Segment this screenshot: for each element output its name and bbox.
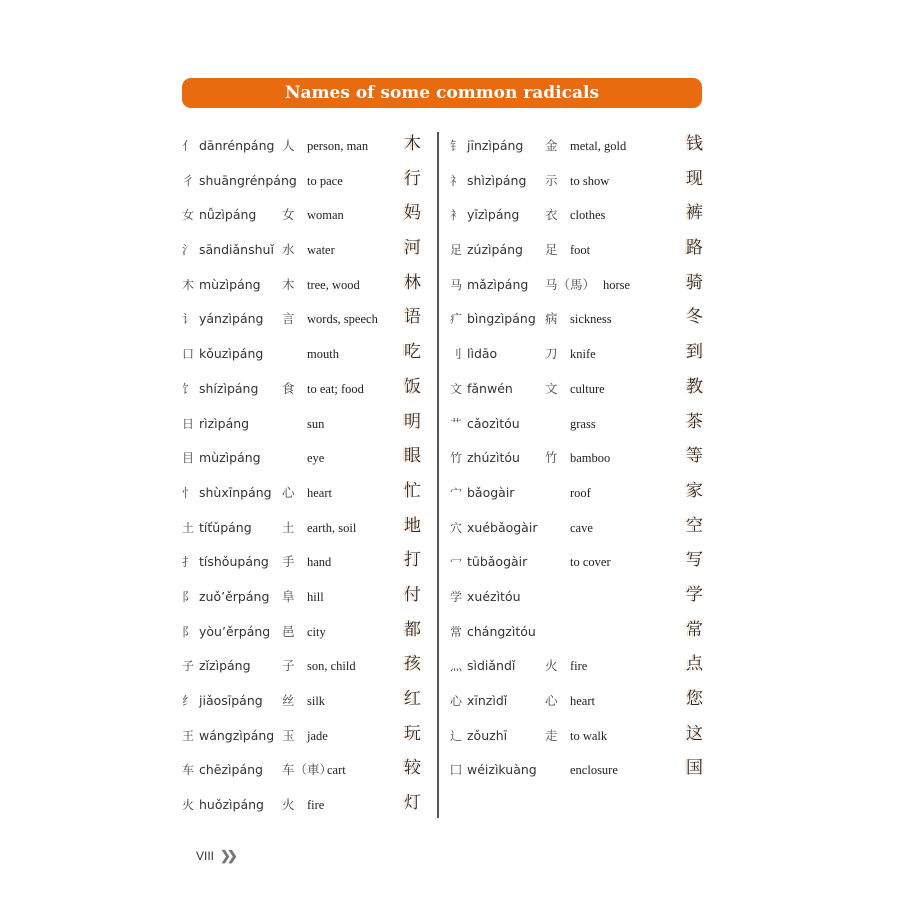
- meaning-character: 人: [282, 138, 295, 153]
- example-character: 骑: [686, 272, 703, 293]
- list-item: [182, 441, 432, 476]
- list-item: [450, 129, 710, 164]
- example-character: 冬: [686, 307, 703, 328]
- example-character: 现: [686, 168, 703, 189]
- meaning-character: 心: [282, 484, 295, 500]
- english-gloss: roof: [570, 485, 591, 500]
- english-gloss: metal, gold: [570, 139, 627, 153]
- english-gloss: to cover: [570, 555, 611, 570]
- example-character: 玩: [404, 723, 421, 744]
- list-item: [450, 684, 710, 719]
- example-character: 点: [686, 654, 703, 675]
- radical-pinyin: rìzìpáng: [199, 415, 250, 431]
- radical-pinyin: zǒuzhī: [467, 727, 508, 743]
- radical-glyph: 扌: [182, 555, 195, 570]
- example-character: 到: [686, 342, 703, 363]
- radical-glyph: 学: [450, 589, 463, 604]
- example-character: 地: [404, 515, 421, 536]
- english-gloss: mouth: [307, 347, 339, 362]
- list-item: [182, 615, 432, 650]
- example-character: 常: [686, 619, 703, 640]
- example-character: 红: [404, 689, 421, 709]
- english-gloss: water: [307, 243, 335, 258]
- radical-glyph: 目: [182, 451, 195, 466]
- radical-glyph: 氵: [182, 243, 195, 258]
- english-gloss: cave: [570, 520, 593, 535]
- radical-pinyin: zúzìpáng: [467, 242, 523, 258]
- english-gloss: to show: [570, 173, 610, 188]
- english-gloss: sun: [307, 416, 325, 431]
- list-item: [450, 476, 710, 511]
- english-gloss: cart: [327, 763, 346, 778]
- meaning-character: 阜: [282, 588, 295, 604]
- english-gloss: fire: [570, 659, 588, 674]
- example-character: 孩: [404, 654, 421, 675]
- meaning-character: 马（馬）: [545, 276, 596, 292]
- list-item: [182, 580, 432, 615]
- radical-glyph: 口: [182, 347, 195, 362]
- radical-pinyin: shízìpáng: [199, 380, 259, 396]
- english-gloss: woman: [307, 208, 344, 223]
- english-gloss: heart: [307, 485, 332, 500]
- example-character: 眼: [404, 446, 421, 467]
- radical-glyph: 刂: [450, 347, 463, 362]
- radical-glyph: 钅: [450, 139, 463, 153]
- radical-glyph: 宀: [450, 485, 463, 500]
- radical-glyph: 疒: [450, 312, 463, 327]
- page-number: VIII: [196, 849, 215, 863]
- radical-pinyin: zuǒ’ěrpáng: [199, 588, 270, 604]
- example-character: 林: [404, 272, 421, 293]
- radical-pinyin: shìzìpáng: [467, 172, 527, 188]
- meaning-character: 车（車）: [282, 762, 333, 778]
- english-gloss: city: [307, 624, 326, 639]
- radical-glyph: 王: [182, 728, 195, 743]
- meaning-character: 金: [545, 138, 558, 153]
- english-gloss: hill: [307, 589, 324, 604]
- radical-glyph: 礻: [450, 173, 463, 188]
- radical-glyph: 女: [182, 208, 195, 223]
- list-item: [450, 580, 710, 615]
- radical-glyph: 竹: [450, 451, 463, 466]
- radical-pinyin: huǒzìpáng: [199, 797, 264, 813]
- radical-pinyin: lìdāo: [467, 346, 498, 362]
- radical-pinyin: jiǎosīpáng: [199, 693, 263, 708]
- english-gloss: culture: [570, 381, 605, 396]
- list-item: [182, 233, 432, 268]
- meaning-character: 玉: [282, 727, 295, 743]
- radical-glyph: 灬: [450, 659, 463, 674]
- list-item: [182, 198, 432, 233]
- meaning-character: 丝: [282, 693, 295, 708]
- radical-pinyin: mùzìpáng: [199, 450, 261, 466]
- example-character: 都: [404, 619, 421, 640]
- english-gloss: grass: [570, 416, 596, 431]
- radical-glyph: 日: [182, 416, 195, 431]
- list-item: [450, 268, 710, 303]
- radical-glyph: 土: [182, 520, 195, 535]
- radical-glyph: 冖: [450, 555, 463, 570]
- page-title: Names of some common radicals: [284, 83, 600, 103]
- meaning-character: 女: [282, 207, 295, 223]
- meaning-character: 邑: [282, 623, 295, 639]
- radical-pinyin: chēzìpáng: [199, 762, 263, 778]
- english-gloss: to pace: [307, 173, 343, 188]
- list-item: [182, 545, 432, 580]
- radical-glyph: 辶: [450, 728, 463, 743]
- meaning-character: 心: [545, 693, 558, 708]
- radical-pinyin: wángzìpáng: [199, 727, 275, 743]
- english-gloss: enclosure: [570, 763, 618, 778]
- radical-glyph: 讠: [182, 312, 195, 327]
- page-footer: [196, 848, 234, 864]
- example-character: 行: [404, 168, 421, 189]
- english-gloss: jade: [307, 728, 328, 743]
- meaning-character: 竹: [545, 450, 558, 466]
- radical-glyph: 纟: [182, 694, 195, 708]
- example-character: 教: [686, 376, 703, 397]
- list-item: [450, 372, 710, 407]
- radical-glyph: 阝: [182, 624, 195, 639]
- english-gloss: clothes: [570, 208, 606, 223]
- example-character: 家: [686, 480, 703, 501]
- english-gloss: to eat; food: [307, 381, 364, 396]
- radical-pinyin: xuébǎogàir: [467, 519, 538, 535]
- radical-glyph: 饣: [182, 381, 195, 396]
- list-item: [182, 337, 432, 372]
- radical-glyph: 彳: [182, 173, 195, 188]
- list-item: [450, 511, 710, 546]
- radical-glyph: 车: [182, 763, 195, 778]
- list-item: [182, 372, 432, 407]
- radical-pinyin: tíshǒupáng: [199, 554, 269, 570]
- radical-pinyin: wéizìkuàng: [467, 762, 537, 778]
- radical-pinyin: mùzìpáng: [199, 276, 261, 292]
- list-item: [182, 684, 432, 719]
- english-gloss: foot: [570, 243, 591, 258]
- meaning-character: 食: [282, 380, 295, 396]
- list-item: [450, 753, 710, 788]
- list-item: [450, 337, 710, 372]
- radical-pinyin: sāndiǎnshuǐ: [199, 242, 274, 258]
- radical-glyph: 木: [182, 277, 195, 292]
- radical-glyph: 穴: [450, 520, 463, 535]
- meaning-character: 示: [545, 172, 558, 188]
- english-gloss: tree, wood: [307, 277, 360, 292]
- radical-pinyin: shuāngrénpáng: [199, 172, 297, 188]
- list-item: [182, 753, 432, 788]
- radical-pinyin: yīzìpáng: [467, 207, 520, 223]
- list-item: [182, 649, 432, 684]
- english-gloss: silk: [307, 694, 326, 708]
- english-gloss: words, speech: [307, 312, 378, 327]
- example-character: 等: [686, 446, 703, 467]
- list-item: [450, 649, 710, 684]
- list-item: [182, 511, 432, 546]
- meaning-character: 病: [545, 311, 558, 327]
- example-character: 您: [686, 689, 703, 709]
- meaning-character: 手: [282, 554, 295, 570]
- list-item: [450, 407, 710, 442]
- list-item: [182, 719, 432, 754]
- example-character: 灯: [404, 793, 421, 814]
- radical-pinyin: cǎozìtóu: [467, 415, 520, 431]
- example-character: 明: [404, 411, 421, 432]
- list-item: [450, 441, 710, 476]
- english-gloss: person, man: [307, 139, 369, 153]
- meaning-character: 刀: [545, 346, 558, 362]
- english-gloss: earth, soil: [307, 520, 357, 535]
- radical-pinyin: xuézìtóu: [467, 588, 521, 604]
- list-item: [182, 268, 432, 303]
- english-gloss: bamboo: [570, 451, 611, 466]
- radical-pinyin: chángzìtóu: [467, 623, 536, 639]
- radical-pinyin: yòu’ěrpáng: [199, 623, 271, 639]
- example-character: 饭: [404, 376, 421, 397]
- radical-pinyin: fǎnwén: [467, 380, 513, 396]
- english-gloss: eye: [307, 451, 325, 466]
- radical-glyph: 囗: [450, 763, 463, 778]
- radical-pinyin: dānrénpáng: [199, 138, 275, 153]
- radical-pinyin: jīnzìpáng: [467, 138, 524, 153]
- list-item: [182, 476, 432, 511]
- radical-glyph: 亻: [182, 139, 195, 153]
- english-gloss: fire: [307, 798, 325, 813]
- radical-pinyin: nǚzìpáng: [199, 207, 257, 223]
- english-gloss: son, child: [307, 659, 356, 674]
- example-character: 语: [404, 307, 421, 328]
- example-character: 河: [404, 238, 421, 259]
- radical-glyph: 子: [182, 659, 195, 674]
- example-character: 吃: [404, 342, 421, 363]
- radical-glyph: 心: [450, 694, 463, 708]
- radical-glyph: 火: [182, 798, 195, 813]
- example-character: 国: [686, 758, 703, 779]
- list-item: [450, 233, 710, 268]
- meaning-character: 土: [282, 519, 295, 535]
- meaning-character: 足: [545, 242, 558, 258]
- meaning-character: 言: [282, 311, 295, 327]
- radical-pinyin: tíťǔpáng: [199, 519, 252, 535]
- radical-pinyin: zǐzìpáng: [199, 658, 251, 674]
- example-character: 写: [686, 550, 703, 571]
- radical-pinyin: sìdiǎndǐ: [467, 658, 516, 674]
- radical-glyph: 文: [450, 381, 463, 396]
- meaning-character: 走: [545, 727, 558, 743]
- example-character: 钱: [686, 134, 703, 154]
- list-item: [450, 198, 710, 233]
- radical-list-right: [450, 129, 710, 788]
- english-gloss: horse: [603, 277, 631, 292]
- list-item: [450, 615, 710, 650]
- meaning-character: 木: [282, 276, 295, 292]
- example-character: 妈: [404, 203, 421, 224]
- example-character: 较: [404, 758, 421, 779]
- list-item: [450, 719, 710, 754]
- example-character: 茶: [686, 411, 703, 432]
- example-character: 这: [686, 723, 703, 744]
- english-gloss: knife: [570, 347, 596, 362]
- example-character: 付: [404, 584, 421, 605]
- radical-glyph: 忄: [182, 485, 195, 500]
- meaning-character: 水: [282, 242, 295, 258]
- radical-pinyin: tūbǎogàir: [467, 554, 528, 570]
- radical-pinyin: zhúzìtóu: [467, 450, 520, 466]
- meaning-character: 子: [282, 658, 295, 674]
- radical-glyph: 马: [450, 277, 463, 292]
- radical-pinyin: bǎogàir: [467, 484, 515, 500]
- english-gloss: to walk: [570, 728, 608, 743]
- example-character: 忙: [404, 480, 421, 501]
- english-gloss: sickness: [570, 312, 612, 327]
- radical-glyph: 常: [450, 624, 463, 639]
- meaning-character: 文: [545, 380, 558, 396]
- list-item: [450, 164, 710, 199]
- radical-list-left: [182, 129, 432, 823]
- list-item: [182, 407, 432, 442]
- meaning-character: 火: [282, 797, 295, 813]
- list-item: [182, 129, 432, 164]
- radical-glyph: 艹: [450, 416, 463, 431]
- english-gloss: hand: [307, 555, 332, 570]
- list-item: [450, 302, 710, 337]
- meaning-character: 火: [545, 658, 558, 674]
- example-character: 学: [686, 584, 703, 605]
- example-character: 木: [404, 134, 421, 154]
- english-gloss: heart: [570, 694, 595, 708]
- list-item: [182, 164, 432, 199]
- meaning-character: 衣: [545, 207, 558, 223]
- example-character: 打: [404, 550, 421, 571]
- example-character: 空: [686, 515, 703, 536]
- column-divider: [437, 132, 439, 818]
- double-chevron-right-icon: ❯❯: [220, 848, 234, 863]
- radical-pinyin: shùxīnpáng: [199, 484, 272, 500]
- example-character: 裤: [686, 203, 703, 224]
- radical-glyph: 衤: [450, 208, 463, 223]
- list-item: [450, 545, 710, 580]
- list-item: [182, 788, 432, 823]
- radical-pinyin: yánzìpáng: [199, 311, 264, 327]
- radical-pinyin: kǒuzìpáng: [199, 346, 264, 362]
- example-character: 路: [686, 238, 703, 259]
- radical-glyph: 足: [450, 243, 463, 258]
- radical-pinyin: mǎzìpáng: [467, 276, 529, 292]
- radical-pinyin: xīnzìdǐ: [467, 693, 508, 708]
- list-item: [182, 302, 432, 337]
- title-banner: [182, 78, 702, 108]
- radical-glyph: 阝: [182, 589, 195, 604]
- radical-pinyin: bìngzìpáng: [467, 311, 536, 327]
